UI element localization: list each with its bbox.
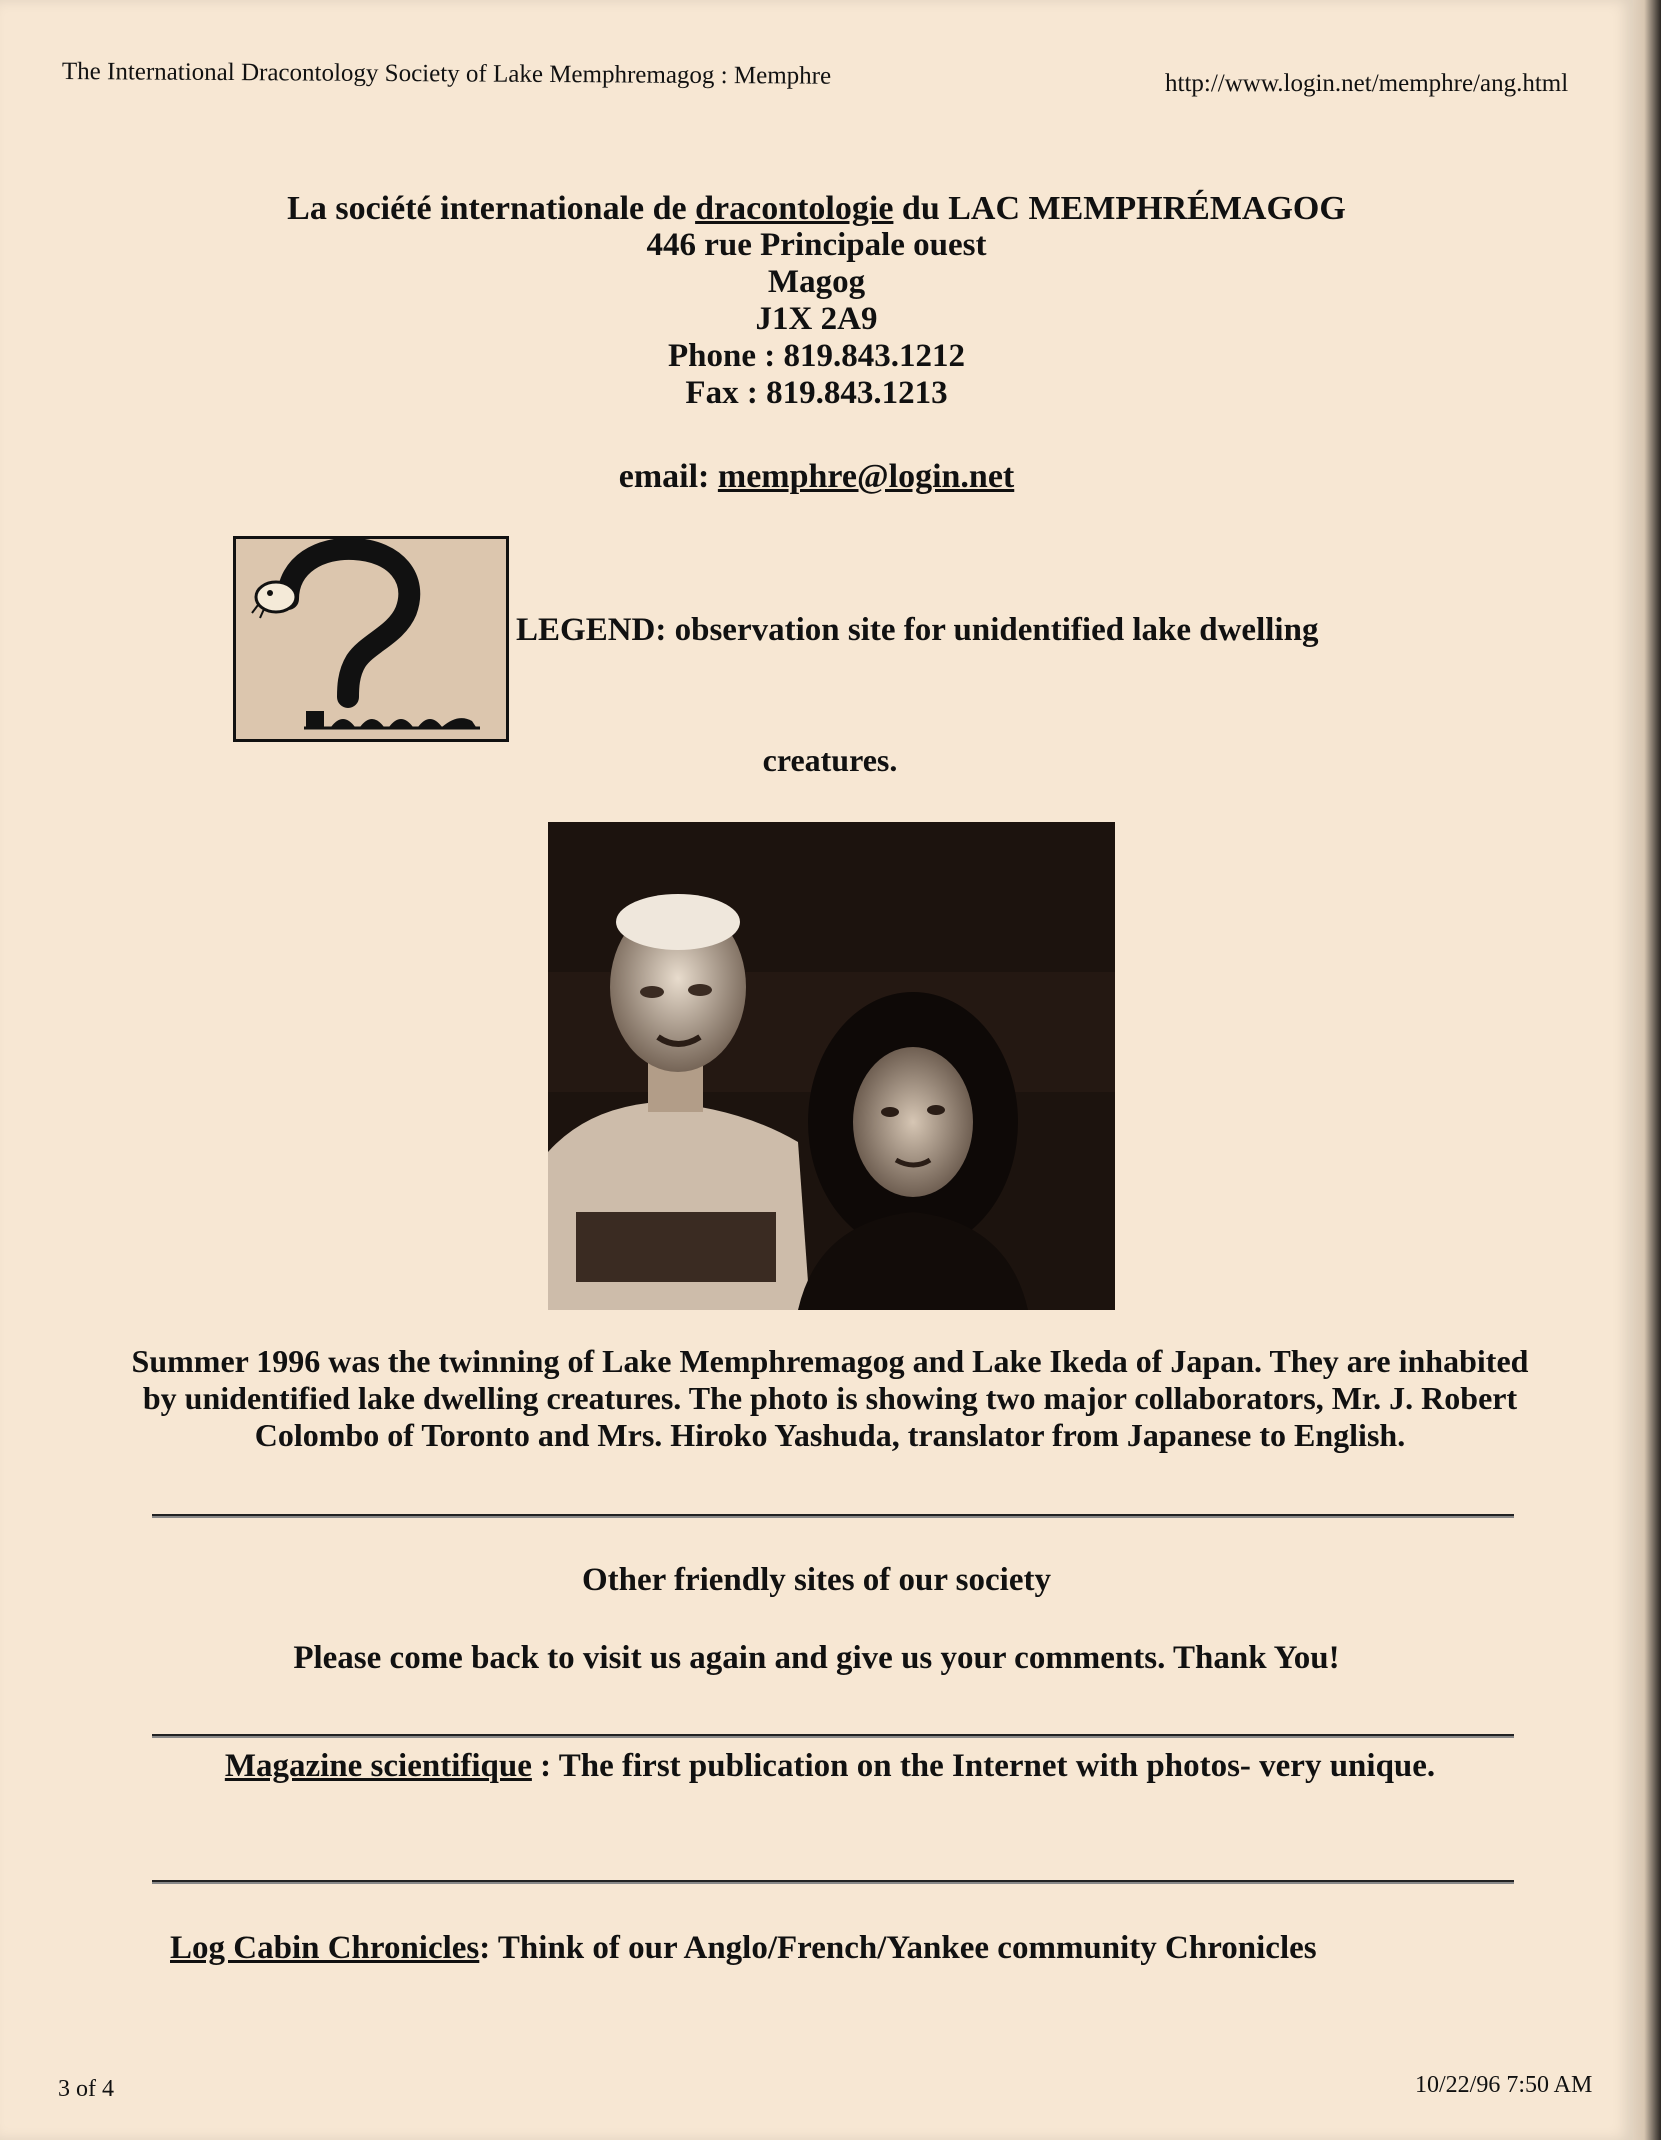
address-block [0,190,1633,412]
question-mark-creature-icon [236,539,506,739]
print-header-title: The International Dracontology Society of Lake Memphremagog : Memphre [61,58,832,90]
print-header-url: http://www.login.net/memphre/ang.html [1165,70,1569,97]
log-cabin-chronicles-link[interactable]: Log Cabin Chronicles [170,1930,480,1966]
legend-text: LEGEND: observation site for unidentified lake dwelling [516,612,1319,648]
society-name-suffix: du LAC MEMPHRÉMAGOG [901,190,1346,227]
society-name-prefix: La société internationale de [287,190,687,227]
print-datetime: 10/22/96 7:50 AM [1415,2072,1593,2098]
street-address: 446 rue Principale ouest [646,227,987,263]
log-cabin-entry [170,1930,1317,1967]
come-back-message: Please come back to visit us again and give us your comments. Thank You! [293,1640,1340,1676]
friendly-sites-heading: Other friendly sites of our society [582,1562,1051,1598]
magazine-scientifique-link[interactable]: Magazine scientifique [224,1748,532,1784]
question-mark-logo [233,536,509,742]
magazine-entry [180,1747,1480,1785]
fax-number: Fax : 819.843.1213 [685,375,948,411]
email-link[interactable]: memphre@login.net [717,458,1015,495]
phone-number: Phone : 819.843.1212 [668,338,965,374]
horizontal-divider [152,1880,1514,1884]
page-number: 3 of 4 [58,2076,114,2102]
society-name [0,190,1633,227]
horizontal-divider [152,1734,1514,1738]
photo-two-people-icon [548,822,1115,1310]
city: Magog [767,264,866,300]
email-line [0,458,1633,496]
legend-text-continued: creatures. [762,742,898,778]
postal-code: J1X 2A9 [755,301,878,337]
log-cabin-description: : Think of our Anglo/French/Yankee community Chronicles [479,1930,1317,1966]
horizontal-divider [152,1514,1514,1518]
page-edge [1633,0,1661,2140]
collaborators-photo [548,822,1115,1310]
magazine-description: : The first publication on the Internet with photos- very unique. [531,1748,1436,1784]
dracontologie-link[interactable]: dracontologie [695,190,894,227]
email-label: email: [618,458,710,495]
photo-caption: Summer 1996 was the twinning of Lake Memphremagog and Lake Ikeda of Japan. They are inhabited by unidentified lake dwelling creatures. The photo is showing two major collaborators, Mr. J. Robert Colombo of Toronto and Mrs. Hiroko Yashuda, translator from Japanese to English. [131,1343,1529,1453]
